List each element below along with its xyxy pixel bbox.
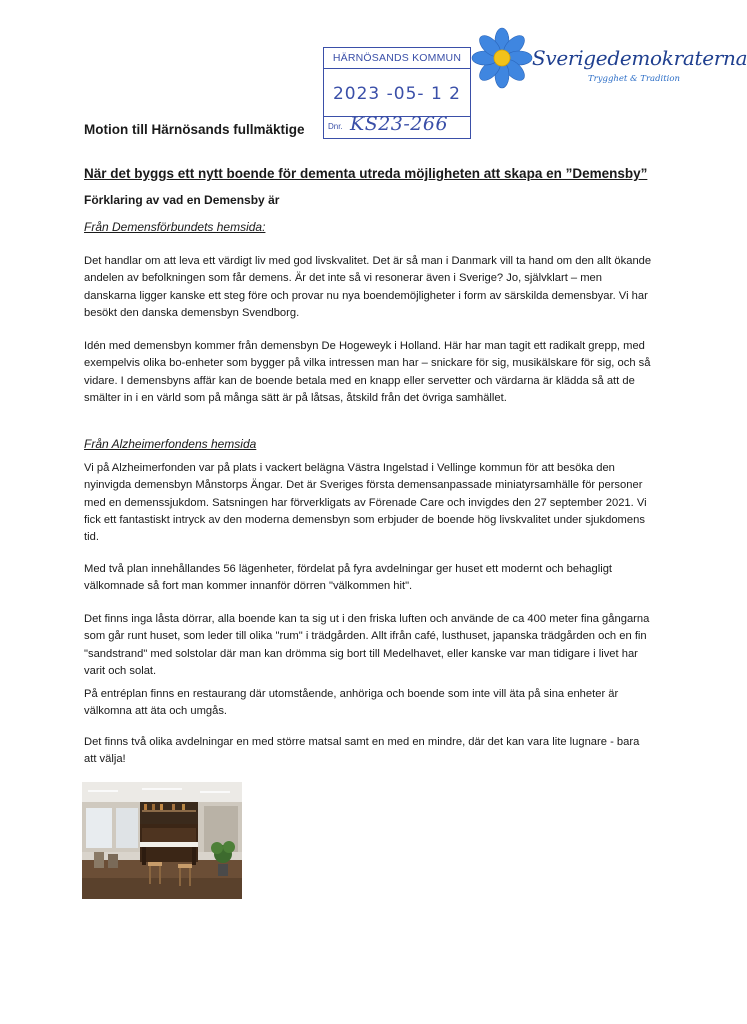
flower-logo-icon (470, 26, 534, 90)
registration-stamp (323, 47, 471, 139)
paragraph: Det handlar om att leva ett värdigt liv med god livskvalitet. Det är så man i Danmark vill ta hand om den allt ökande andelen av befolkningen som får demens. Är det inte så vi resonerar även i Sverige? Jo, självklart – men danskarna ligger kanske ett steg före och provar nu nya boendemöjligheter i form av särskilda demensbyar. Vi har besökt den danska demensbyn Svendborg. (84, 255, 652, 319)
paragraph: På entréplan finns en restaurang där utomstående, anhöriga och boende som inte vill äta på sina enheter är välkomna att äta och umgås. (84, 688, 619, 718)
motion-title: Motion till Härnösands fullmäktige (84, 122, 305, 137)
stamp-divider (324, 68, 470, 69)
main-heading: När det byggs ett nytt boende för dementa utreda möjligheten att skapa en ”Demensby” (84, 166, 648, 181)
stamp-date: 2023 -05- 1 2 (332, 84, 461, 104)
party-name: Sverigedemokraterna (532, 46, 747, 70)
source-heading-alzheimerfonden: Från Alzheimerfondens hemsida (84, 437, 257, 451)
source-heading-demensforbundet: Från Demensförbundets hemsida: (84, 220, 266, 234)
party-slogan: Trygghet & Tradition (588, 74, 680, 84)
stamp-organization: HÄRNÖSANDS KOMMUN (332, 52, 462, 64)
interior-photo (82, 782, 242, 899)
stamp-dnr-label: Dnr. (328, 122, 343, 131)
paragraph: Det finns inga låsta dörrar, alla boende kan ta sig ut i den friska luften och använde de ca 400 meter fina gångarna som går runt huset, som leder till olika "rum" i trädgården. Allt ifrån café, lusthuset, japanska trädgården och en fin "sandstrand" med solstolar där man kan drömma sig bort till Medelhavet, eller kanske var man tidigare i livet har varit och solat. (84, 613, 650, 677)
sub-heading: Förklaring av vad en Demensby är (84, 193, 280, 207)
stamp-dnr-number: KS23-266 (350, 113, 449, 135)
paragraph: Det finns två olika avdelningar en med större matsal samt en med en mindre, där det kan vara lite lugnare - bara att välja! (84, 736, 640, 766)
paragraph: Vi på Alzheimerfonden var på plats i vackert belägna Västra Ingelstad i Vellinge kommun för att besöka den nyinvigda demensbyn Månstorps Ängar. Det är Sveriges första demensanpassade miniatyrsamhälle för personer med en demenssjukdom. Satsningen har förverkligats av Förenade Care och invigdes den 27 september 2021. Vi fick ett fantastiskt intryck av den moderna demensbyn som erbjuder de boende hög livskvalitet under sjukdomens tid. (84, 462, 647, 544)
paragraph: Idén med demensbyn kommer från demensbyn De Hogeweyk i Holland. Här har man tagit ett radikalt grepp, med exempelvis olika bo-enheter som bygger på vilka intressen man har – snickare för sig, musikälskare för sig, och så vidare. I demensbyns affär kan de boende betala med en knapp eller servetter och värdarna är klädda så att de smälter in i en värld som på många sätt är på låtsas, åtskild från det övriga samhället. (84, 340, 651, 404)
paragraph: Med två plan innehållandes 56 lägenheter, fördelat på fyra avdelningar ger huset ett modernt och behagligt välkomnade så fort man kommer innanför dörren "välkommen hit". (84, 563, 613, 593)
